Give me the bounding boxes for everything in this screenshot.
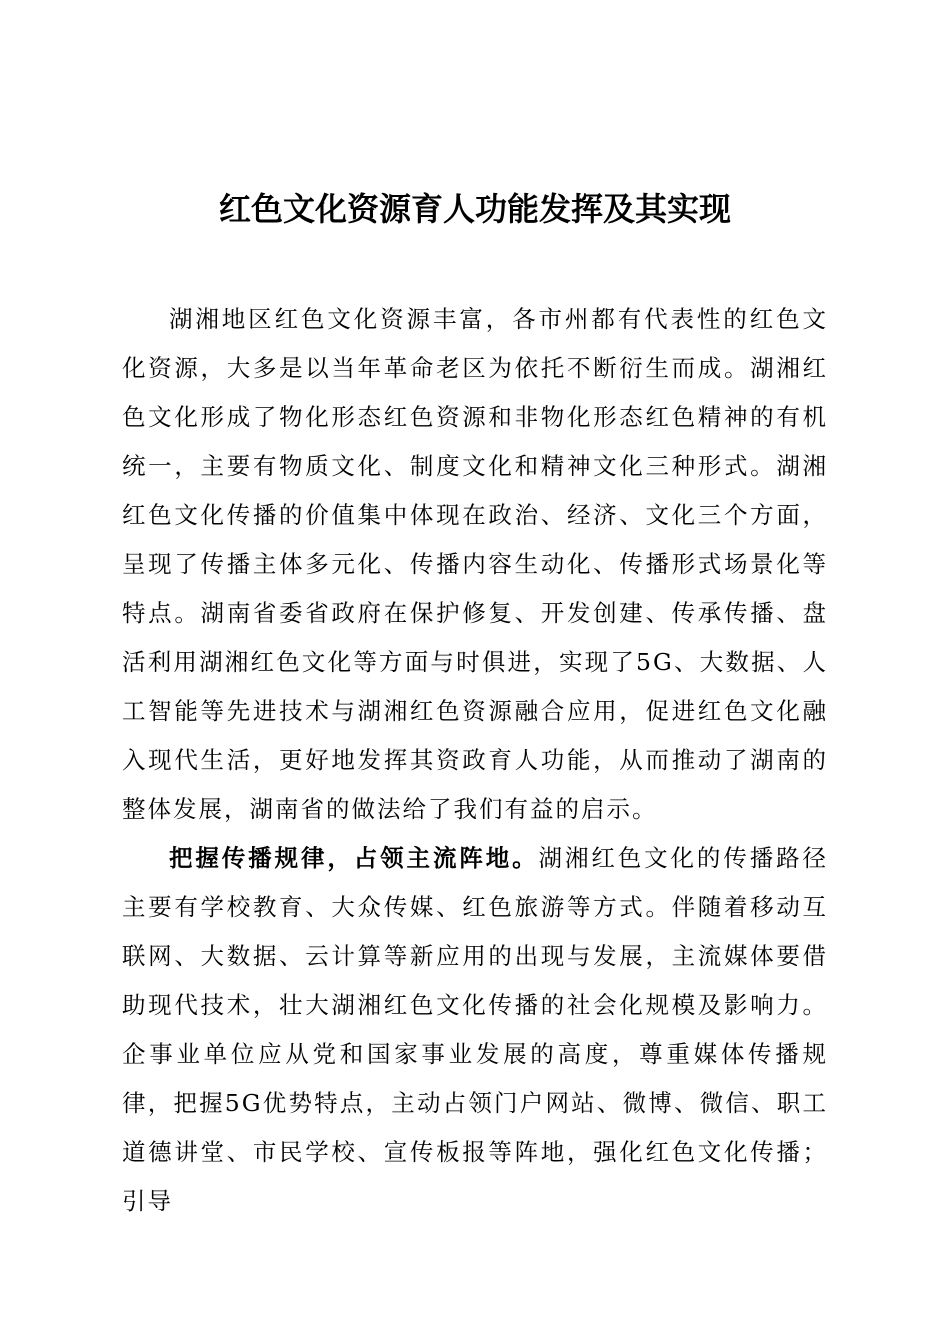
paragraph-communication-lead: 把握传播规律，占领主流阵地。 <box>169 844 539 872</box>
paragraph-intro-text: 湖湘地区红色文化资源丰富，各市州都有代表性的红色文化资源，大多是以当年革命老区为依托不断衍生而成。湖湘红色文化形成了物化形态红色资源和非物化形态红色精神的有机统一，主要有物质文化、制度文化和精神文化三种形式。湖湘红色文化传播的价值集中体现在政治、经济、文化三个方面，呈现了传播主体多元化、传播内容生动化、传播形式场景化等特点。湖南省委省政府在保护修复、开发创建、传承传播、盘活利用湖湘红色文化等方面与时俱进，实现了5G、大数据、人工智能等先进技术与湖湘红色资源融合应用，促进红色文化融入现代生活，更好地发挥其资政育人功能，从而推动了湖南的整体发展，湖南省的做法给了我们有益的启示。 <box>122 305 828 823</box>
document-body <box>122 295 828 1226</box>
paragraph-intro <box>122 295 828 834</box>
paragraph-communication-text: 湖湘红色文化的传播路径主要有学校教育、大众传媒、红色旅游等方式。伴随着移动互联网、大数据、云计算等新应用的出现与发展，主流媒体要借助现代技术，壮大湖湘红色文化传播的社会化规模及影响力。企事业单位应从党和国家事业发展的高度，尊重媒体传播规律，把握5G优势特点，主动占领门户网站、微博、微信、职工道德讲堂、市民学校、宣传板报等阵地，强化红色文化传播；引导 <box>122 844 829 1215</box>
document-title: 红色文化资源育人功能发挥及其实现 <box>218 190 731 228</box>
paragraph-communication <box>122 834 828 1226</box>
